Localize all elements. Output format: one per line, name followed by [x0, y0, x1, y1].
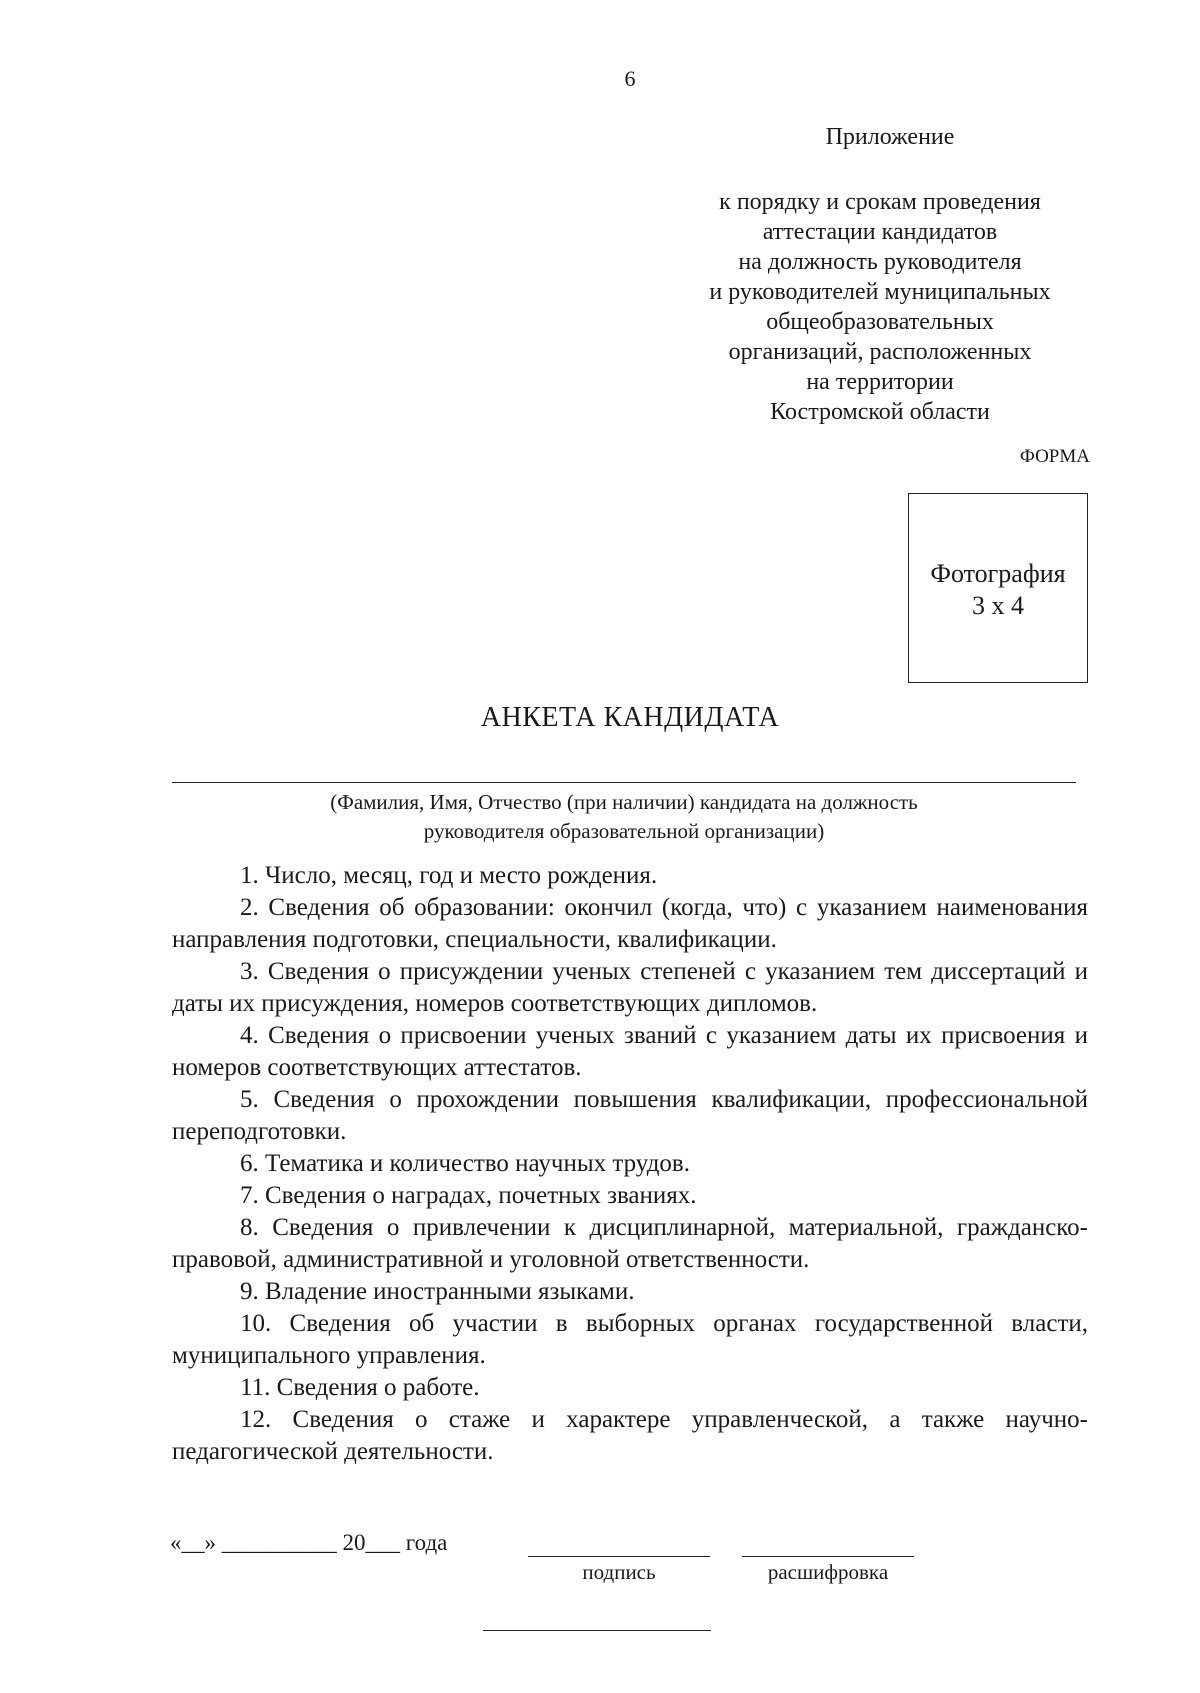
appendix-line: на должность руководителя [738, 249, 1022, 275]
questionnaire-items [172, 860, 1088, 1468]
questionnaire-item: 8. Сведения о привлечении к дисциплинарной, материальной, гражданско-правовой, административной и уголовной ответственности. [172, 1214, 1088, 1273]
appendix-description [640, 187, 1120, 427]
date-field: «__» __________ 20___ года [170, 1530, 448, 1555]
bottom-line [483, 1630, 711, 1631]
decoding-label: расшифровка [767, 1560, 889, 1584]
questionnaire-item: 5. Сведения о прохождении повышения квалификации, профессиональной переподготовки. [172, 1086, 1088, 1145]
questionnaire-item: 9. Владение иностранными языками. [240, 1278, 635, 1305]
page-number: 6 [624, 66, 636, 91]
questionnaire-item: 7. Сведения о наградах, почетных званиях. [240, 1182, 697, 1209]
photo-size-label: 3 х 4 [972, 591, 1024, 620]
caption-line: руководителя образовательной организации) [423, 819, 825, 843]
questionnaire-item: 4. Сведения о присвоении ученых званий с указанием даты их присвоения и номеров соответствующих аттестатов. [172, 1022, 1088, 1081]
appendix-line: аттестации кандидатов [762, 219, 998, 245]
decoding-line [742, 1556, 914, 1557]
photo-label-line: Фотография [930, 559, 1066, 588]
appendix-line: Костромской области [770, 399, 990, 425]
signature-line [528, 1556, 710, 1557]
questionnaire-item: 12. Сведения о стаже и характере управленческой, а также научно-педагогической деятельности. [172, 1406, 1088, 1465]
signature-label: подпись [582, 1560, 656, 1584]
form-label: ФОРМА [1019, 446, 1090, 467]
questionnaire-item: 10. Сведения об участии в выборных органах государственной власти, муниципального управления. [172, 1310, 1088, 1369]
questionnaire-item: 1. Число, месяц, год и место рождения. [240, 862, 658, 889]
appendix-line: на территории [806, 369, 954, 395]
appendix-line: к порядку и срокам проведения [719, 189, 1041, 215]
photo-placeholder-label [908, 558, 1088, 622]
questionnaire-item: 3. Сведения о присуждении ученых степеней с указанием тем диссертаций и даты их присуждения, номеров соответствующих дипломов. [172, 958, 1088, 1017]
candidate-name-caption [172, 788, 1076, 846]
document-title: АНКЕТА КАНДИДАТА [480, 702, 780, 733]
candidate-name-line [172, 782, 1076, 783]
questionnaire-item: 11. Сведения о работе. [240, 1374, 480, 1401]
appendix-line: организаций, расположенных [728, 339, 1032, 365]
appendix-title: Приложение [825, 124, 955, 150]
appendix-line: общеобразовательных [766, 309, 994, 335]
questionnaire-item: 6. Тематика и количество научных трудов. [240, 1150, 690, 1177]
caption-line: (Фамилия, Имя, Отчество (при наличии) кандидата на должность [330, 790, 918, 814]
questionnaire-item: 2. Сведения об образовании: окончил (когда, что) с указанием наименования направления подготовки, специальности, квалификации. [172, 894, 1088, 953]
appendix-line: и руководителей муниципальных [709, 279, 1051, 305]
